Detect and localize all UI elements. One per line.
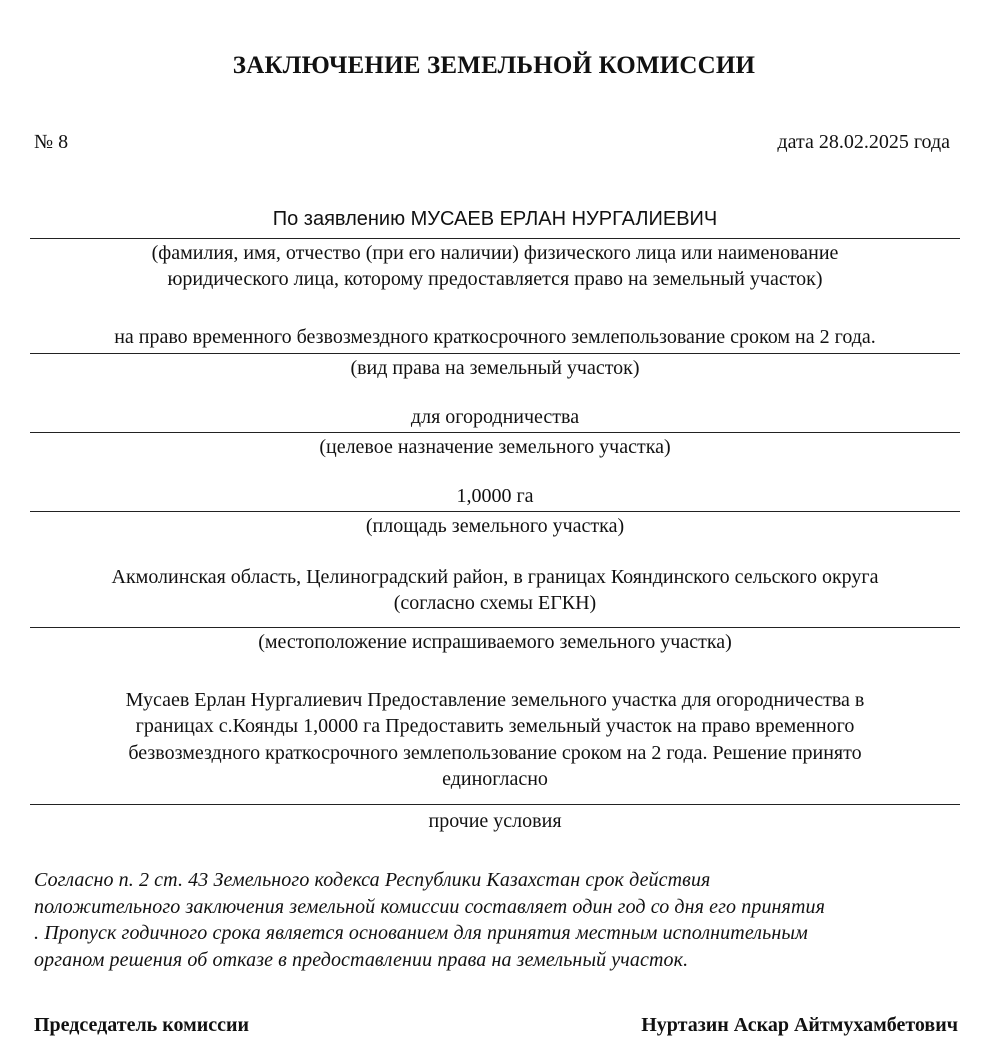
document-number: № 8	[34, 131, 69, 153]
chairman-name: Нуртазин Аскар Айтмухамбетович	[641, 1014, 958, 1036]
conditions-caption: прочие условия	[428, 810, 562, 832]
location-line-2: (согласно схемы ЕГКН)	[393, 592, 597, 614]
area-text: 1,0000 га	[456, 485, 534, 507]
location-caption: (местоположение испрашиваемого земельного участка)	[258, 631, 732, 653]
area-caption: (площадь земельного участка)	[365, 515, 625, 537]
purpose-text: для огородничества	[410, 406, 580, 428]
location-line-1: Акмолинская область, Целиноградский район, в границах Кояндинского сельского округа	[111, 566, 879, 588]
document-date: дата 28.02.2025 года	[777, 131, 950, 153]
legal-note-line-4: органом решения об отказе в предоставлении права на земельный участок.	[34, 948, 689, 971]
legal-note-line-3: . Пропуск годичного срока является основанием для принятия местным исполнительным	[34, 922, 808, 944]
legal-note-line-2: положительного заключения земельной комиссии составляет один год со дня его принятия	[34, 895, 825, 918]
applicant-line: По заявлению МУСАЕВ ЕРЛАН НУРГАЛИЕВИЧ	[272, 208, 718, 230]
applicant-underline	[30, 238, 960, 239]
purpose-underline	[30, 432, 960, 433]
conditions-line-4: единогласно	[442, 768, 548, 790]
location-underline	[30, 627, 960, 628]
right-type-text: на право временного безвозмездного краткосрочного землепользование сроком на 2 года.	[114, 326, 876, 348]
chairman-label: Председатель комиссии	[34, 1014, 250, 1036]
area-underline	[30, 511, 960, 512]
conditions-underline	[30, 804, 960, 805]
right-type-underline	[30, 353, 960, 354]
legal-note	[34, 867, 960, 973]
document-title: ЗАКЛЮЧЕНИЕ ЗЕМЕЛЬНОЙ КОМИССИИ	[232, 52, 756, 79]
applicant-caption-1: (фамилия, имя, отчество (при его наличии) физического лица или наименование	[151, 242, 839, 264]
right-type-caption: (вид права на земельный участок)	[350, 357, 640, 379]
applicant-caption-2: юридического лица, которому предоставляется право на земельный участок)	[167, 268, 823, 290]
legal-note-line-1: Согласно п. 2 ст. 43 Земельного кодекса Республики Казахстан срок действия	[34, 869, 711, 891]
conditions-line-1: Мусаев Ерлан Нургалиевич Предоставление земельного участка для огородничества в	[125, 689, 865, 711]
conditions-line-2: границах с.Коянды 1,0000 га Предоставить земельный участок на право временного	[135, 715, 855, 737]
purpose-caption: (целевое назначение земельного участка)	[319, 436, 671, 458]
conditions-line-3: безвозмездного краткосрочного землепользование сроком на 2 года. Решение принято	[128, 742, 862, 764]
